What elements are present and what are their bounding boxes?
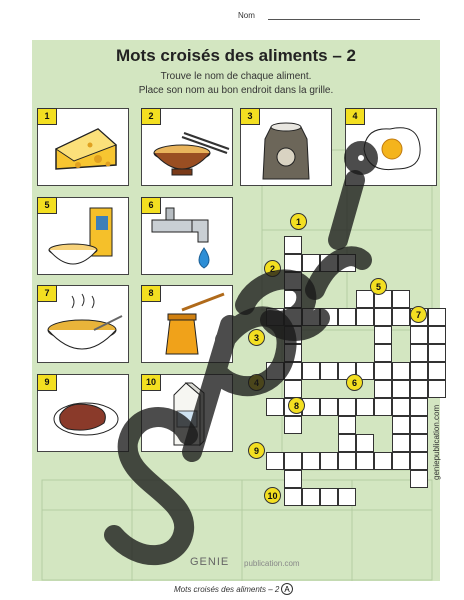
crossword-cell[interactable] — [410, 326, 428, 344]
clue-number-badge: 1 — [290, 213, 307, 230]
crossword-cell[interactable] — [410, 362, 428, 380]
card-number: 10 — [141, 374, 161, 391]
crossword-cell[interactable] — [428, 344, 446, 362]
clue-number-badge: 4 — [248, 374, 265, 391]
footer-level-badge: A — [281, 583, 293, 595]
crossword-cell[interactable] — [428, 308, 446, 326]
card-number: 4 — [345, 108, 365, 125]
card-number: 7 — [37, 285, 57, 302]
clue-number-badge: 8 — [288, 397, 305, 414]
clue-number-badge: 5 — [370, 278, 387, 295]
crossword-cell[interactable] — [428, 362, 446, 380]
clue-number-badge: 6 — [346, 374, 363, 391]
card-number: 3 — [240, 108, 260, 125]
card-number: 8 — [141, 285, 161, 302]
card-number: 5 — [37, 197, 57, 214]
crossword-cell[interactable] — [428, 380, 446, 398]
clue-number-badge: 10 — [264, 487, 281, 504]
side-website-text: geniepublication.com — [432, 404, 441, 480]
card-number: 2 — [141, 108, 161, 125]
crossword-cell[interactable] — [410, 434, 428, 452]
crossword-cell[interactable] — [410, 470, 428, 488]
crossword-cell[interactable] — [410, 452, 428, 470]
specimen-watermark-icon — [80, 120, 400, 580]
instruction-line-1: Trouve le nom de chaque aliment. — [160, 71, 312, 82]
crossword-cell[interactable] — [410, 398, 428, 416]
publisher-logo-suffix: publication.com — [244, 559, 300, 568]
page-title: Mots croisés des aliments – 2 — [116, 46, 356, 65]
publisher-logo: GENIE — [190, 556, 230, 568]
name-label: Nom — [238, 11, 255, 20]
card-number: 1 — [37, 108, 57, 125]
clue-number-badge: 9 — [248, 442, 265, 459]
footer-title: Mots croisés des aliments – 2 — [174, 585, 280, 594]
clue-number-badge: 3 — [248, 329, 265, 346]
card-number: 9 — [37, 374, 57, 391]
crossword-cell[interactable] — [410, 416, 428, 434]
clue-number-badge: 7 — [410, 306, 427, 323]
clue-number-badge: 2 — [264, 260, 281, 277]
crossword-cell[interactable] — [410, 380, 428, 398]
instruction-line-2: Place son nom au bon endroit dans la grille. — [138, 85, 334, 96]
crossword-cell[interactable] — [428, 326, 446, 344]
card-number: 6 — [141, 197, 161, 214]
crossword-cell[interactable] — [410, 344, 428, 362]
